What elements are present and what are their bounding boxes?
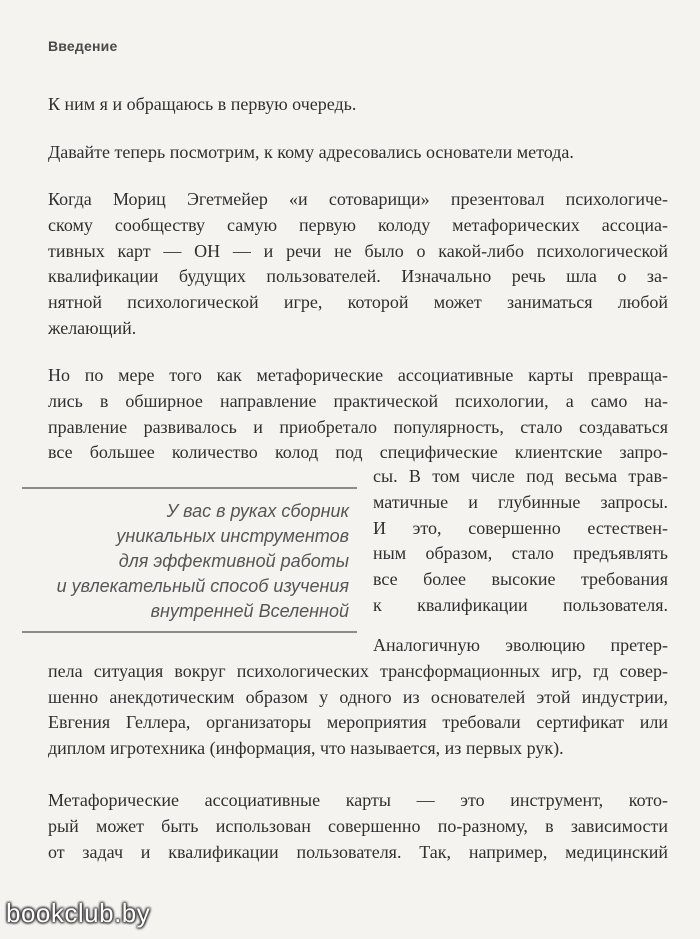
text-line: Аналогичную эволюцию претер- [373, 635, 668, 655]
text-line: все более высокие требования [373, 569, 668, 590]
paragraph-5 [48, 633, 668, 762]
text-line: Давайте теперь посмотрим, к кому адресовались основатели метода. [48, 142, 574, 162]
text-line: пела ситуация вокруг психологических трансформационных игр, гд совер- [48, 660, 668, 681]
text-line: желающий. [48, 317, 137, 338]
paragraph-2 [48, 140, 668, 166]
text-line: от задач и квалификации пользователя. Так, например, медицинский [48, 841, 668, 862]
text-line: шенно анекдотическим образом у одного из основателей этой индустрии, [48, 686, 668, 707]
text-line: рый может быть использован совершенно по-разному, в зависимости [48, 815, 668, 836]
quote-line: У вас в руках сборник [166, 501, 349, 521]
text-line: квалификации будущих пользователей. Изначально речь шла о за- [48, 266, 668, 287]
text-line: к квалификации пользователя. [373, 594, 668, 615]
text-line: Метафорические ассоциативные карты — это инструмент, кото- [48, 790, 668, 810]
section-header: Введение [48, 38, 118, 54]
paragraph-1 [48, 92, 668, 118]
text-line: Евгения Геллера, организаторы мероприятия требовали сертификат или [48, 712, 668, 733]
text-line: И это, совершенно естествен- [373, 517, 668, 538]
text-line: нятной психологической игре, которой может заниматься любой [48, 292, 668, 313]
text-line: диплом игротехника (информация, что называется, из первых рук). [48, 738, 564, 759]
text-line: матичные и глубинные запросы. [373, 491, 668, 512]
pull-quote [22, 487, 357, 633]
text-line: ным образом, стало предъявлять [373, 543, 668, 564]
paragraph-4-continued [373, 464, 668, 619]
text-line: Когда Мориц Эгетмейер «и сотоварищи» презентовал психологиче- [48, 189, 668, 209]
quote-line: и увлекательный способ изучения [56, 576, 349, 596]
paragraph-3 [48, 187, 668, 342]
pull-quote-text [57, 499, 349, 624]
watermark: bookclub.by [6, 898, 151, 928]
text-line: лись в обширное направление практической психологии, а само на- [48, 390, 668, 411]
quote-line: внутренней Вселенной [150, 601, 349, 621]
text-line: тивных карт — ОН — и речи не было о какой-либо психологической [48, 240, 668, 261]
paragraph-6 [48, 788, 668, 865]
text-line: К ним я и обращаюсь в первую очередь. [48, 94, 357, 114]
text-line: скому сообществу самую первую колоду метафорических ассоциа- [48, 214, 668, 235]
text-line: все большее количество колод под специфические клиентские запро- [48, 442, 668, 463]
text-line: сы. В том числе под весьма трав- [373, 466, 668, 486]
text-line: правление развивалось и приобретало популярность, стало создаваться [48, 416, 668, 437]
paragraph-4 [48, 363, 668, 466]
quote-rule-top [22, 487, 357, 489]
text-line: Но по мере того как метафорические ассоциативные карты превраща- [48, 365, 668, 385]
quote-line: для эффективной работы [118, 551, 349, 571]
quote-line: уникальных инструментов [116, 526, 349, 546]
